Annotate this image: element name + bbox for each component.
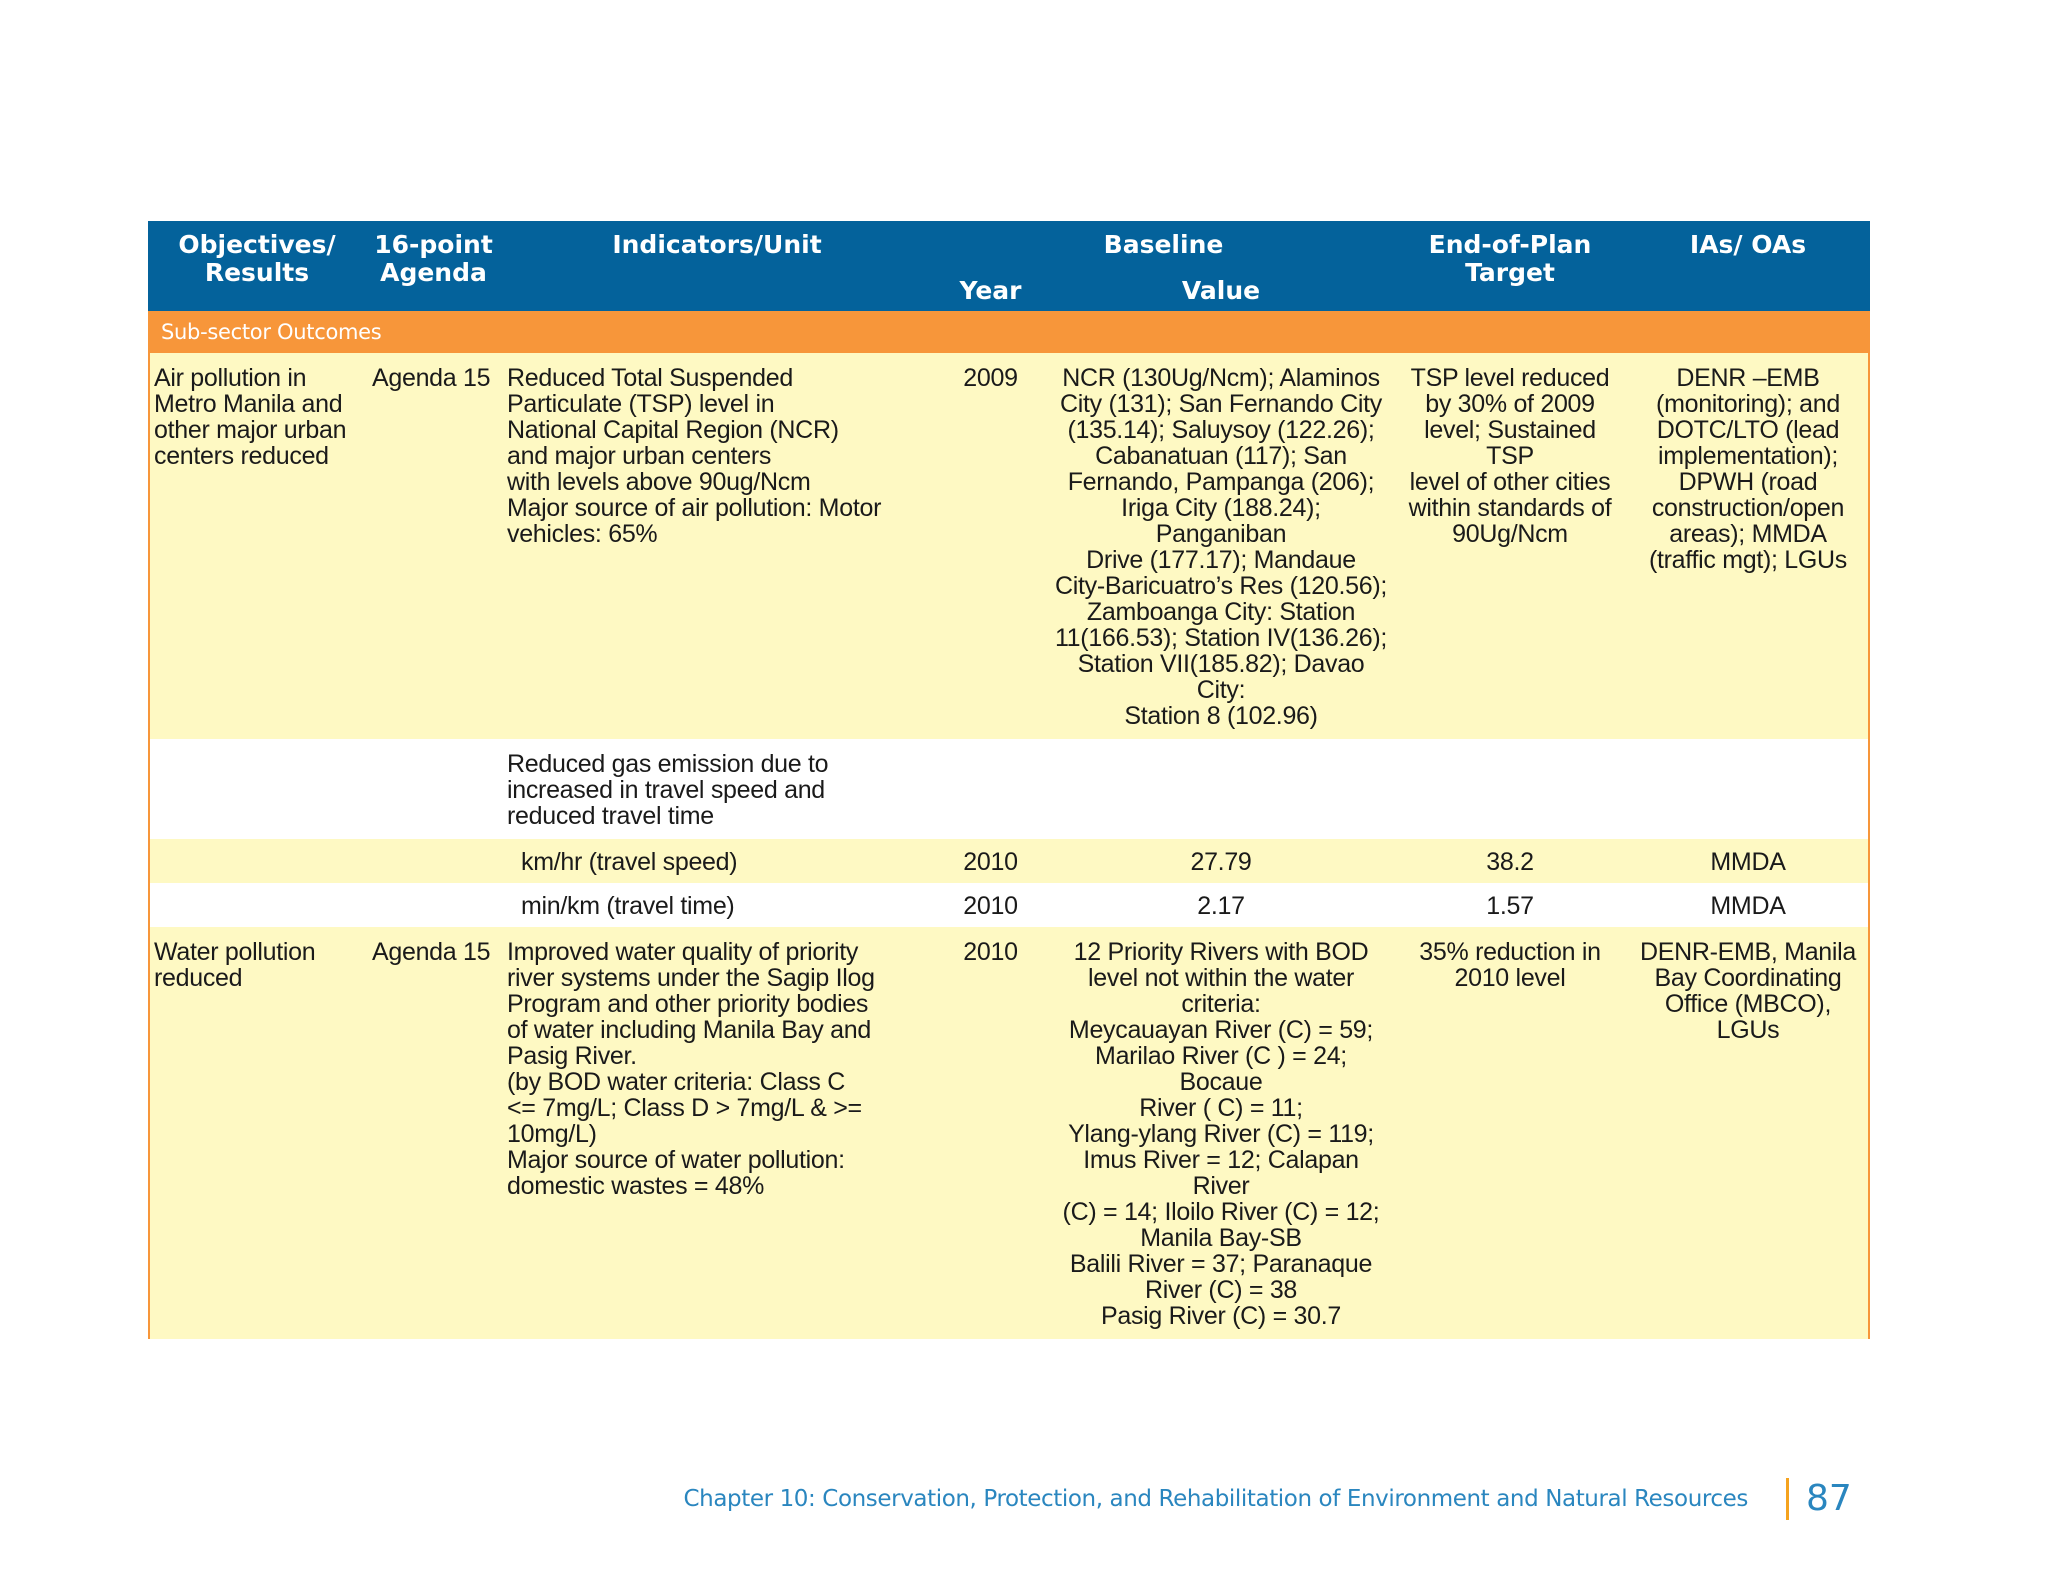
header-baseline-year: Year (933, 271, 1048, 311)
cell-ias (1626, 739, 1870, 839)
cell-agenda (366, 739, 501, 839)
header-target: End-of-Plan Target (1394, 221, 1626, 311)
cell-value: 27.79 (1048, 839, 1394, 883)
cell-year: 2010 (933, 839, 1048, 883)
cell-objective: Air pollution in Metro Manila and other major urban centers reduced (148, 353, 366, 739)
page-number: 87 (1806, 1478, 1852, 1519)
table-header (148, 221, 1870, 311)
cell-value: NCR (130Ug/Ncm); Alaminos City (131); San Fernando City (135.14); Saluysoy (122.26); Cabanatuan (117); San Fernando, Pampanga (206); Iriga City (188.24); Panganiban Drive (177.17); Mandaue City-Baricuatro’s Res (120.56); Zamboanga City: Station 11(166.53); Station IV(136.26); Station VII(185.82); Davao City: Station 8 (102.96) (1048, 353, 1394, 739)
cell-indicator: km/hr (travel speed) (501, 839, 933, 883)
cell-agenda: Agenda 15 (366, 927, 501, 1339)
cell-objective: Water pollution reduced (148, 927, 366, 1339)
section-row (148, 311, 1870, 353)
cell-year: 2010 (933, 927, 1048, 1339)
table-row (148, 353, 1870, 739)
chapter-title: Chapter 10: Conservation, Protection, and Rehabilitation of Environment and Natural Resources (683, 1486, 1748, 1512)
footer-divider (1786, 1478, 1789, 1520)
cell-objective (148, 883, 366, 927)
cell-ias: MMDA (1626, 883, 1870, 927)
cell-ias: DENR –EMB (monitoring); and DOTC/LTO (lead implementation); DPWH (road construction/open areas); MMDA (traffic mgt); LGUs (1626, 353, 1870, 739)
cell-target: 38.2 (1394, 839, 1626, 883)
cell-objective (148, 839, 366, 883)
cell-ias: MMDA (1626, 839, 1870, 883)
cell-value: 12 Priority Rivers with BOD level not within the water criteria: Meycauayan River (C) = 59; Marilao River (C ) = 24; Bocaue River ( C) = 11; Ylang-ylang River (C) = 119; Imus River = 12; Calapan River (C) = 14; Iloilo River (C) = 12; Manila Bay-SB Balili River = 37; Paranaque River (C) = 38 Pasig River (C) = 30.7 (1048, 927, 1394, 1339)
cell-indicator: Reduced Total Suspended Particulate (TSP) level in National Capital Region (NCR) and major urban centers with levels above 90ug/Ncm Major source of air pollution: Motor vehicles: 65% (501, 353, 933, 739)
table-row (148, 739, 1870, 839)
cell-target: TSP level reduced by 30% of 2009 level; Sustained TSP level of other cities within standards of 90Ug/Ncm (1394, 353, 1626, 739)
results-matrix-table (148, 221, 1870, 1339)
cell-year: 2010 (933, 883, 1048, 927)
cell-target: 1.57 (1394, 883, 1626, 927)
cell-indicator: min/km (travel time) (501, 883, 933, 927)
cell-target (1394, 739, 1626, 839)
section-label: Sub-sector Outcomes (148, 311, 1870, 353)
page-footer (0, 1478, 2048, 1528)
cell-agenda (366, 883, 501, 927)
table-row (148, 839, 1870, 883)
table-row (148, 883, 1870, 927)
cell-target: 35% reduction in 2010 level (1394, 927, 1626, 1339)
cell-agenda: Agenda 15 (366, 353, 501, 739)
header-ias: IAs/ OAs (1626, 221, 1870, 311)
cell-objective (148, 739, 366, 839)
header-agenda: 16-point Agenda (366, 221, 501, 311)
cell-year: 2009 (933, 353, 1048, 739)
cell-value: 2.17 (1048, 883, 1394, 927)
header-baseline-value: Value (1048, 271, 1394, 311)
cell-agenda (366, 839, 501, 883)
header-indicators: Indicators/Unit (501, 221, 933, 311)
header-objectives: Objectives/ Results (148, 221, 366, 311)
cell-indicator: Reduced gas emission due to increased in travel speed and reduced travel time (501, 739, 933, 839)
cell-ias: DENR-EMB, Manila Bay Coordinating Office (MBCO), LGUs (1626, 927, 1870, 1339)
cell-indicator: Improved water quality of priority river systems under the Sagip Ilog Program and other priority bodies of water including Manila Bay and Pasig River. (by BOD water criteria: Class C <= 7mg/L; Class D > 7mg/L & >= 10mg/L) Major source of water pollution: domestic wastes = 48% (501, 927, 933, 1339)
cell-value (1048, 739, 1394, 839)
header-baseline: Baseline (933, 221, 1394, 271)
table-row (148, 927, 1870, 1339)
cell-year (933, 739, 1048, 839)
